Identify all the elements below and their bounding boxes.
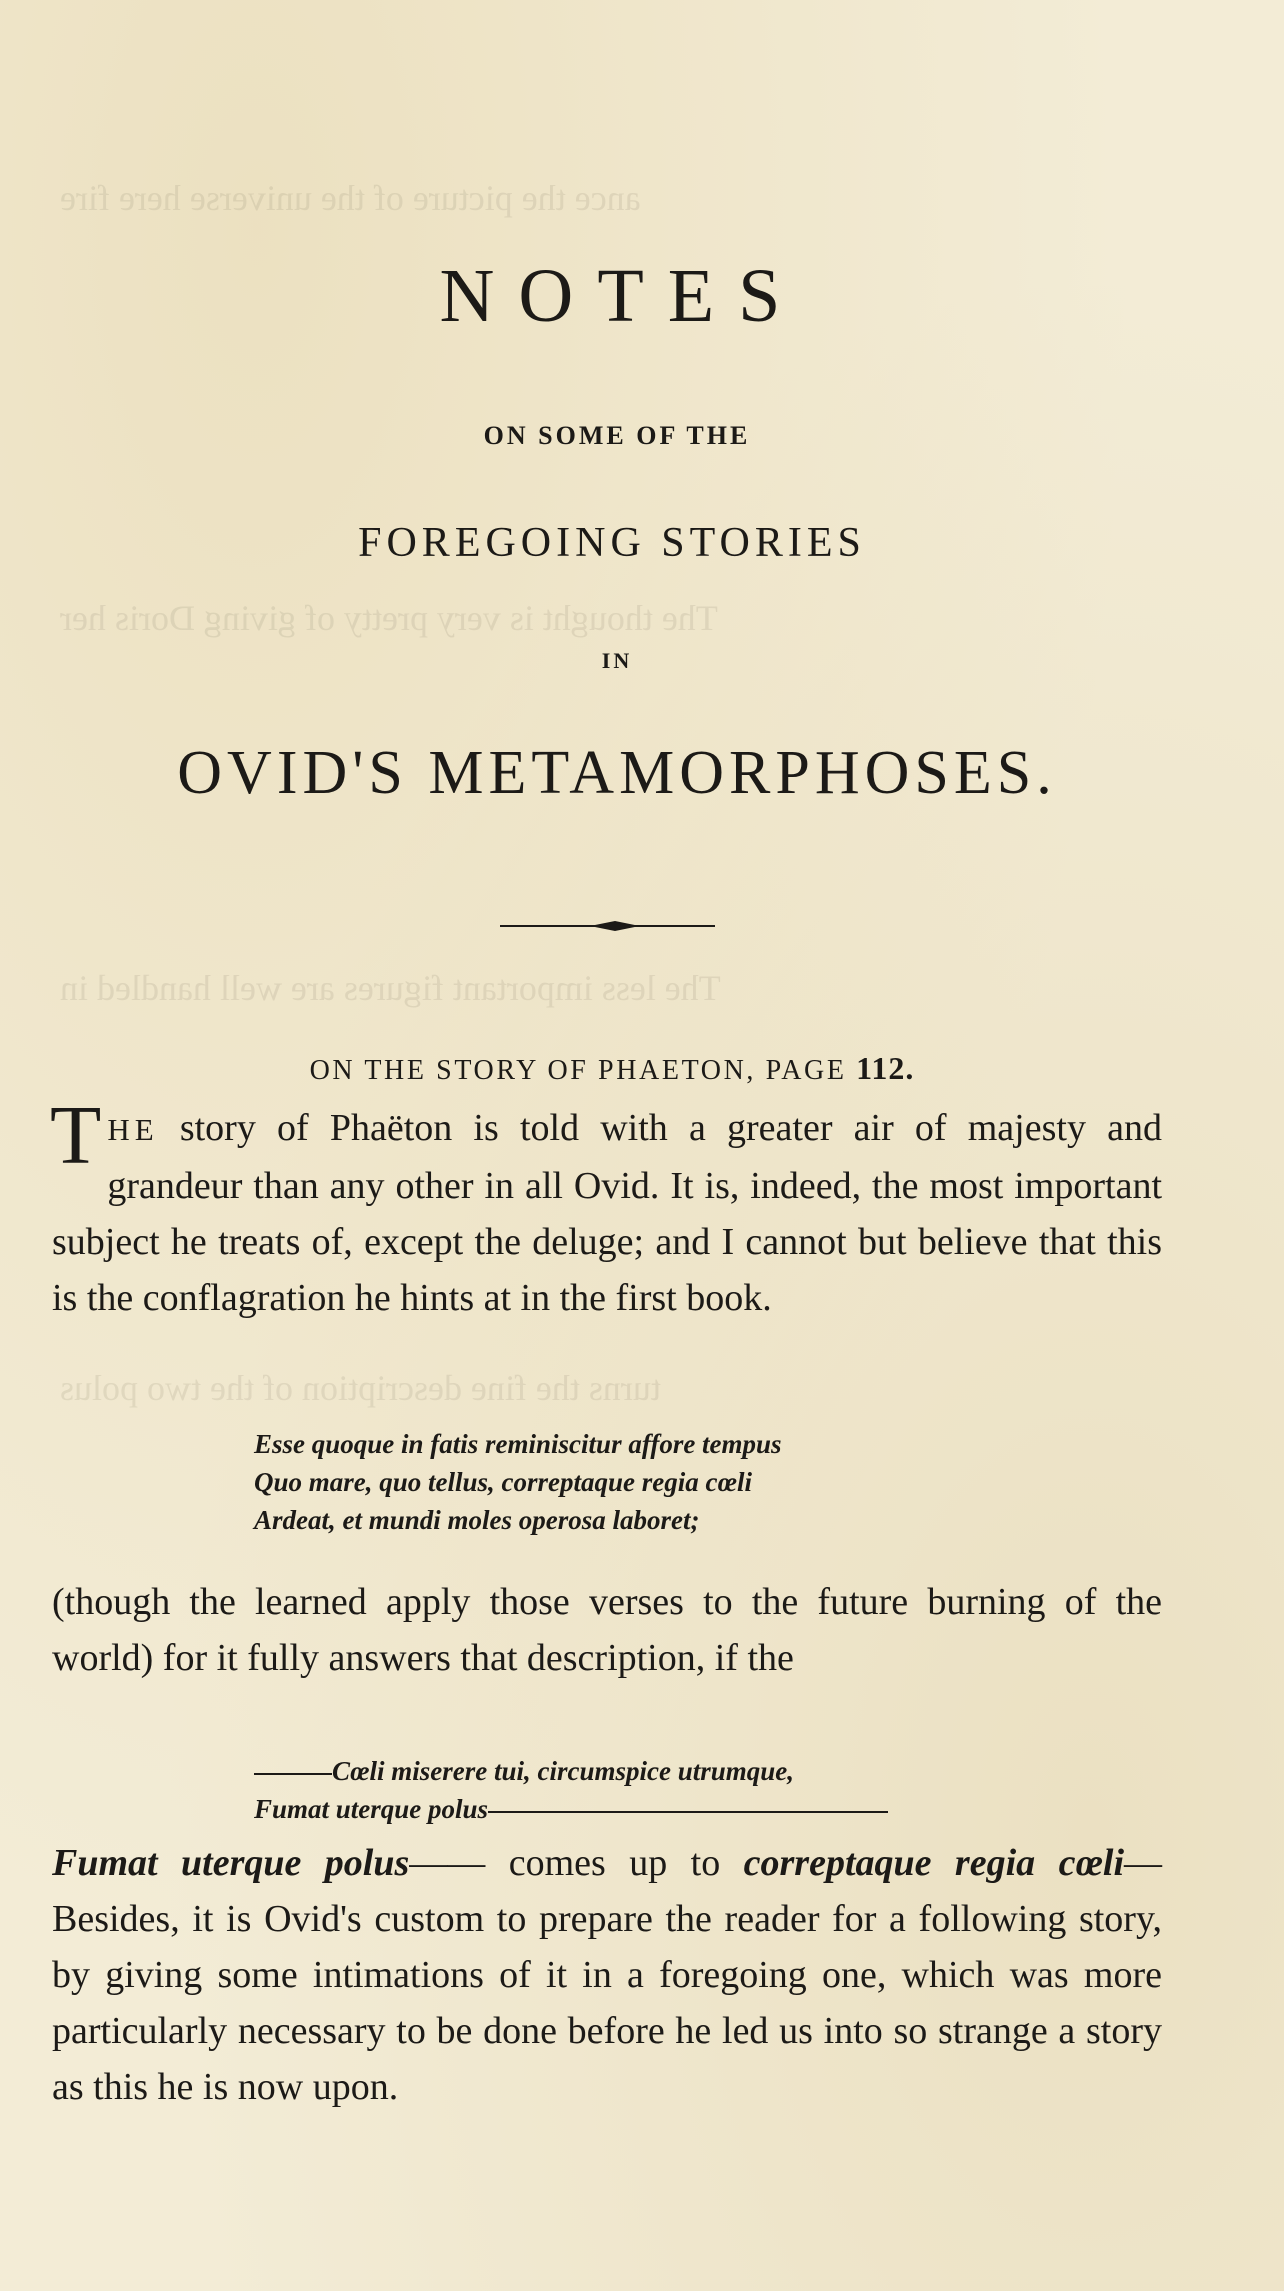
paragraph-text: (though the learned apply those verses to the future burning of the world) for it fully answers that description, if the (52, 1581, 1162, 1679)
paragraph (52, 1574, 1162, 1686)
first-word-small-caps: HE (107, 1112, 159, 1147)
verse-line-wrapper (254, 1790, 888, 1828)
verse-line: Fumat uterque polus (254, 1794, 489, 1824)
paragraph-text: comes up to (485, 1842, 744, 1884)
verse-line: Ardeat, et mundi moles operosa laboret; (254, 1505, 700, 1535)
dash-rule (254, 1773, 332, 1775)
bleed-through-decoration: turns the fine description of the two polus (60, 1368, 661, 1408)
verse-line: Cœli miserere tui, circumspice utrumque, (332, 1756, 795, 1786)
verse-line-wrapper (254, 1752, 888, 1790)
bleed-through-decoration: The less important figures are well handled in (60, 968, 721, 1008)
verse-line: Quo mare, quo tellus, correptaque regia cœli (254, 1467, 752, 1497)
page-title: NOTES (439, 254, 805, 338)
subtitle-heading: FOREGOING STORIES (358, 520, 866, 566)
subtitle-line: ON SOME OF THE (483, 421, 751, 450)
em-dash: —— (409, 1842, 486, 1884)
bleed-through-decoration: The thought is very pretty of giving Doris her (60, 598, 718, 638)
section-page-number: 112. (856, 1050, 915, 1086)
section-heading-text: ON THE STORY OF PHAETON, PAGE (309, 1055, 847, 1086)
latin-quotation (254, 1425, 782, 1539)
italic-quote: Fumat uterque polus (52, 1842, 410, 1884)
book-title: OVID'S METAMORPHOSES. (177, 739, 1057, 807)
italic-quote: correptaque regia cœli (743, 1842, 1124, 1884)
subtitle-connector: IN (601, 648, 633, 673)
ornamental-rule-icon (500, 916, 715, 936)
paragraph (52, 1835, 1162, 2115)
drop-cap: T (50, 1089, 102, 1182)
bleed-through-decoration: ance the picture of the universe here fire (60, 178, 641, 218)
latin-quotation (254, 1752, 888, 1828)
section-heading (0, 1052, 1254, 1085)
dash-rule (488, 1811, 888, 1813)
paragraph-text: —Besides, it is Ovid's custom to prepare the reader for a following story, by giving some intimations of it in a foregoing one, which was more particularly necessary to be done before he led us into so strange a story as this he is now upon. (52, 1842, 1162, 2108)
paragraph (50, 1089, 1162, 1326)
paragraph-text: story of Phaëton is told with a greater air of majesty and grandeur than any other in all Ovid. It is, indeed, the most important subject he treats of, except the deluge; and I cannot but believe that this is the conflagration he hints at in the first book. (52, 1107, 1162, 1319)
verse-line: Esse quoque in fatis reminiscitur affore tempus (254, 1429, 782, 1459)
